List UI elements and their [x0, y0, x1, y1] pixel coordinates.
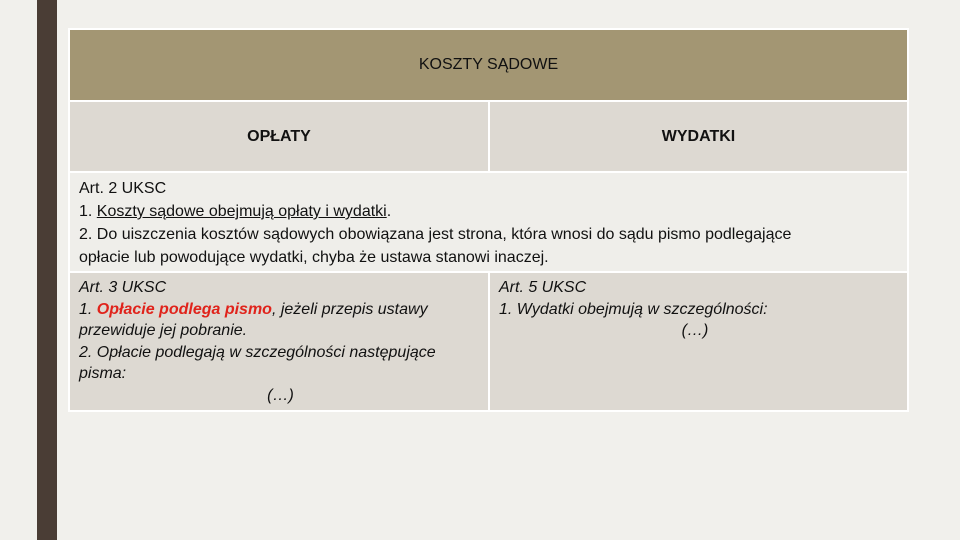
article-2-paragraph-2-line-1: 2. Do uiszczenia kosztów sądowych obowiązana jest strona, która wnosi do sądu pismo podlegające — [79, 226, 792, 243]
article-2-paragraph-1 — [79, 200, 897, 223]
article-3-paragraph-1-line-2: przewiduje jej pobranie. — [79, 322, 248, 339]
article-3-p1-highlight: Opłacie podlega pismo — [96, 300, 272, 318]
column-header-expenses — [489, 101, 908, 172]
article-2-heading: Art. 2 UKSC — [79, 180, 167, 197]
article-3-ellipsis: (…) — [267, 386, 294, 404]
article-3-cell — [69, 272, 489, 411]
table-title-cell — [69, 29, 908, 101]
article-3-heading: Art. 3 UKSC — [79, 279, 167, 296]
article-5-cell — [489, 272, 908, 411]
left-accent-bar — [37, 0, 57, 540]
table-title: KOSZTY SĄDOWE — [418, 56, 559, 73]
article-5-heading: Art. 5 UKSC — [499, 279, 587, 296]
article-2-p1-suffix: . — [386, 203, 392, 220]
article-2-cell — [69, 172, 908, 272]
column-header-fees-label: OPŁATY — [247, 127, 311, 145]
article-3-paragraph-2-line-1: 2. Opłacie podlegają w szczególności następujące — [79, 343, 436, 361]
costs-table — [68, 28, 909, 412]
article-3-p1-rest: , jeżeli przepis ustawy — [271, 300, 428, 318]
column-header-expenses-label: WYDATKI — [661, 127, 736, 145]
article-5-ellipsis: (…) — [681, 322, 709, 339]
column-header-fees — [69, 101, 489, 172]
article-3-p1-prefix: 1. — [79, 300, 97, 318]
article-2-paragraph-2-line-2: opłacie lub powodujące wydatki, chyba że ustawa stanowi inaczej. — [79, 249, 549, 266]
article-3-paragraph-1 — [79, 299, 482, 321]
article-3-paragraph-2-line-2: pisma: — [79, 365, 127, 382]
article-2-p1-prefix: 1. — [79, 203, 97, 220]
article-2-p1-underlined: Koszty sądowe obejmują opłaty i wydatki — [96, 203, 387, 220]
article-5-paragraph-1: 1. Wydatki obejmują w szczególności: — [499, 300, 768, 318]
